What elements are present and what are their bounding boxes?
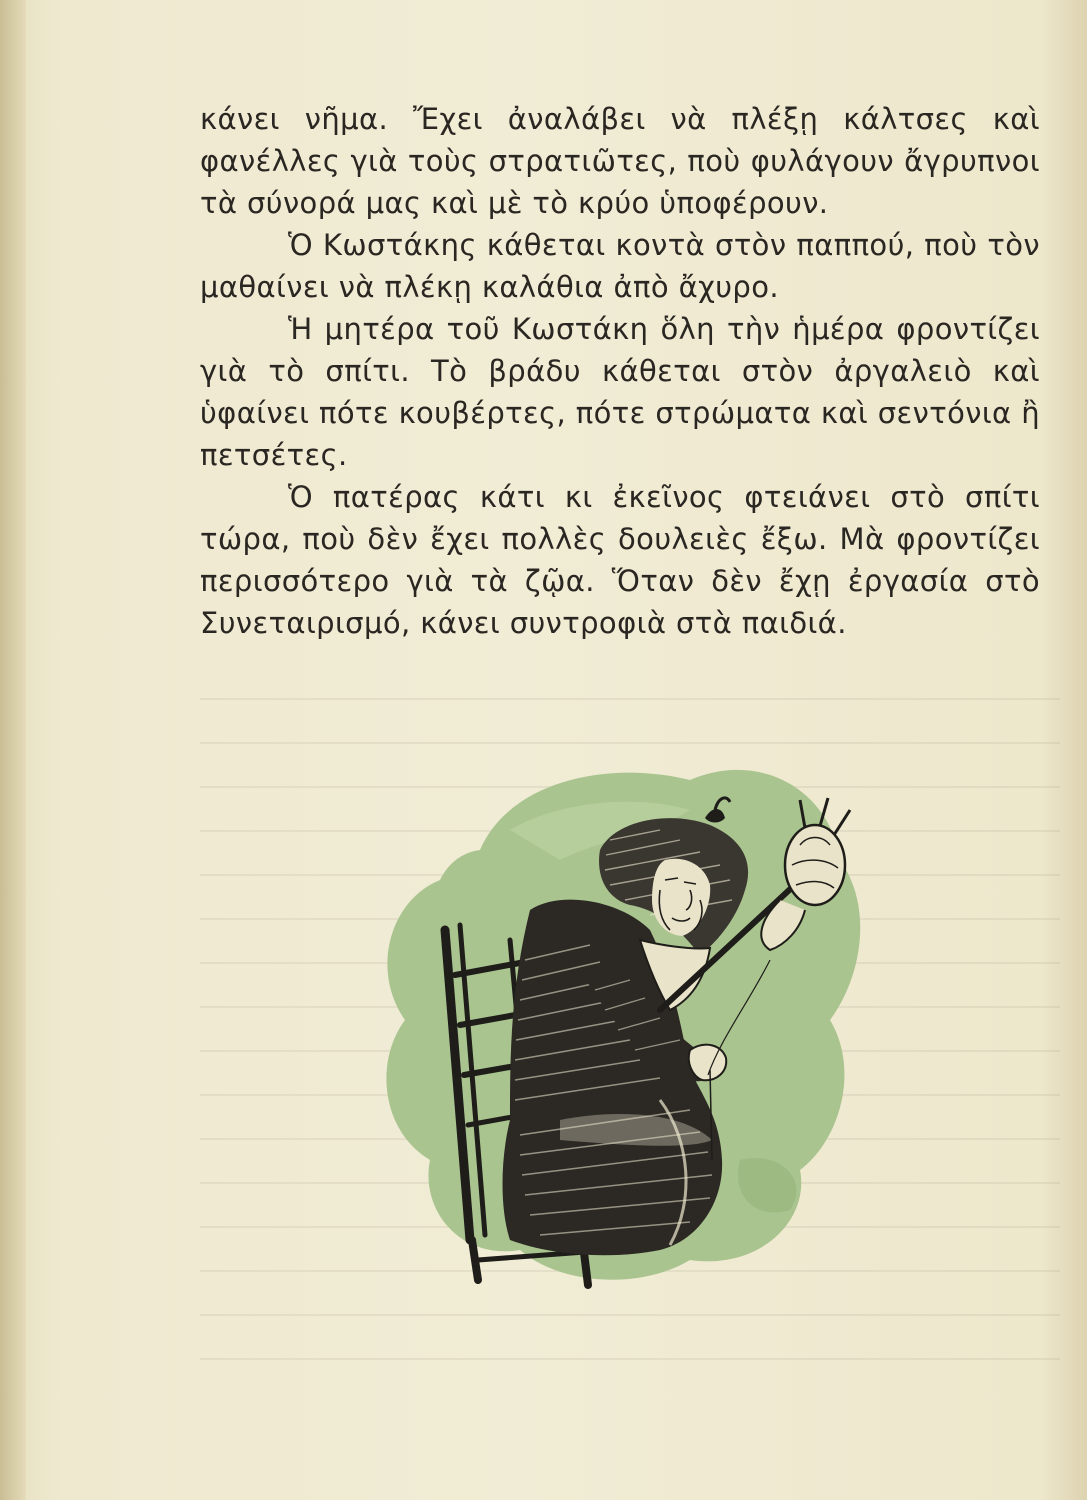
hands [689,1045,726,1081]
page-binding-edge [0,0,26,1500]
paragraph-2: Ὁ Κωστάκης κάθεται κοντὰ στὸν παππού, ποὺ τὸν μαθαίνει νὰ πλέκῃ καλάθια ἀπὸ ἄχυρο. [200,228,1040,304]
grandmother-spinning-illustration [360,740,880,1300]
paragraph-4: Ὁ πατέρας κάτι κι ἐκεῖνος φτειάνει στὸ σπίτι τώρα, ποὺ δὲν ἔχει πολλὲς δουλειὲς ἔξω. Μὰ φροντίζει περισσότερο γιὰ τὰ ζῷα. Ὅταν δὲν ἔχῃ ἐργασία στὸ Συνεταιρισμό, κάνει συντροφιὰ στὰ παιδιά. [200,480,1040,640]
body-text [200,98,1040,644]
paragraph-1: κάνει νῆμα. Ἔχει ἀναλάβει νὰ πλέξῃ κάλτσες καὶ φανέλλες γιὰ τοὺς στρατιῶτες, ποὺ φυλάγουν ἄγρυπνοι τὰ σύνορά μας καὶ μὲ τὸ κρύο ὑποφέρουν. [200,102,1040,220]
paragraph-3: Ἡ μητέρα τοῦ Κωστάκη ὅλη τὴν ἡμέρα φροντίζει γιὰ τὸ σπίτι. Τὸ βράδυ κάθεται στὸν ἀργαλειὸ καὶ ὑφαίνει πότε κουβέρτες, πότε στρώματα καὶ σεντόνια ἢ πετσέτες. [200,312,1040,472]
